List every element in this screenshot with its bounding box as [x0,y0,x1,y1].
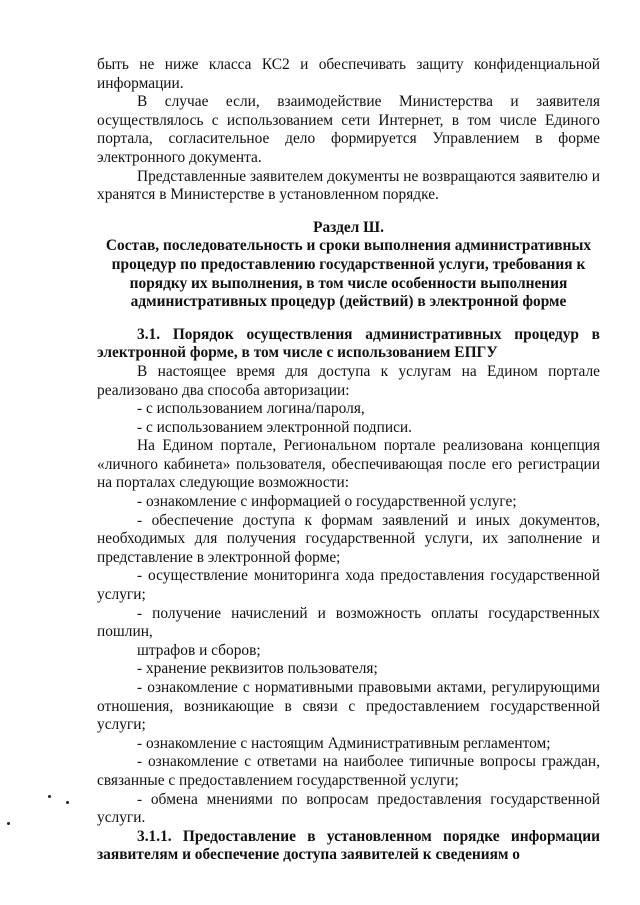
section-heading [97,219,600,312]
list-item: - с использованием электронной подписи. [137,418,412,436]
subsection-3-1-1-heading: 3.1.1. Предоставление в установленном порядке информации заявителям и обеспечение доступа заявителей к сведениям о [97,827,600,864]
subsection-3-1-heading: 3.1. Порядок осуществления административных процедур в электронной форме, в том числе с использованием ЕПГУ [97,325,600,362]
section-title: Состав, последовательность и сроки выполнения административных процедур по предоставлению государственной услуги, требования к порядку их выполнения, в том числе особенности выполнения административных процедур (действий) в электронной форме [105,237,592,311]
list-item: - ознакомление с настоящим Административным регламентом; [137,734,551,752]
list-item: - с использованием логина/пароля, [137,400,365,418]
auth-intro: В настоящее время для доступа к услугам на Едином портале реализовано два способа авторизации: [97,362,600,399]
paragraph-continued: быть не ниже класса КС2 и обеспечивать защиту конфиденциальной информации. [97,56,600,92]
scan-artifact-dot [48,795,51,798]
list-item: - обеспечение доступа к формам заявлений и иных документов, необходимых для получения государственной услуги, их заполнение и представление в электронной форме; [97,511,600,566]
scan-artifact-dot [7,822,10,825]
list-item: - ознакомление с информацией о государственной услуге; [137,493,517,511]
paragraph-documents-return: Представленные заявителем документы не возвращаются заявителю и хранятся в Министерстве в установленном порядке. [97,167,600,204]
list-item: - хранение реквизитов пользователя; [137,660,378,678]
scan-artifact-dot [66,801,69,804]
list-item: - ознакомление с нормативными правовыми актами, регулирующими отношения, возникающие в связи с предоставлением государственной услуги; [97,679,600,734]
cabinet-intro: На Едином портале, Региональном портале реализована концепция «личного кабинета» пользователя, обеспечивающая после его регистрации на порталах следующие возможности: [97,437,600,492]
paragraph-internet-case: В случае если, взаимодействие Министерства и заявителя осуществлялось с использованием сети Интернет, в том числе Единого портала, согласительное дело формируется Управлением в форме электронного документа. [97,93,600,166]
list-item: - получение начислений и возможность оплаты государственных пошлин, [97,604,600,641]
list-item: - осуществление мониторинга хода предоставления государственной услуги; [97,567,600,604]
list-item: - обмена мнениями по вопросам предоставления государственной услуги. [97,790,600,827]
list-item: штрафов и сборов; [137,641,261,659]
section-number: Раздел Ш. [313,218,384,236]
list-item: - ознакомление с ответами на наиболее типичные вопросы граждан, связанные с предоставлением государственной услуги; [97,753,600,789]
